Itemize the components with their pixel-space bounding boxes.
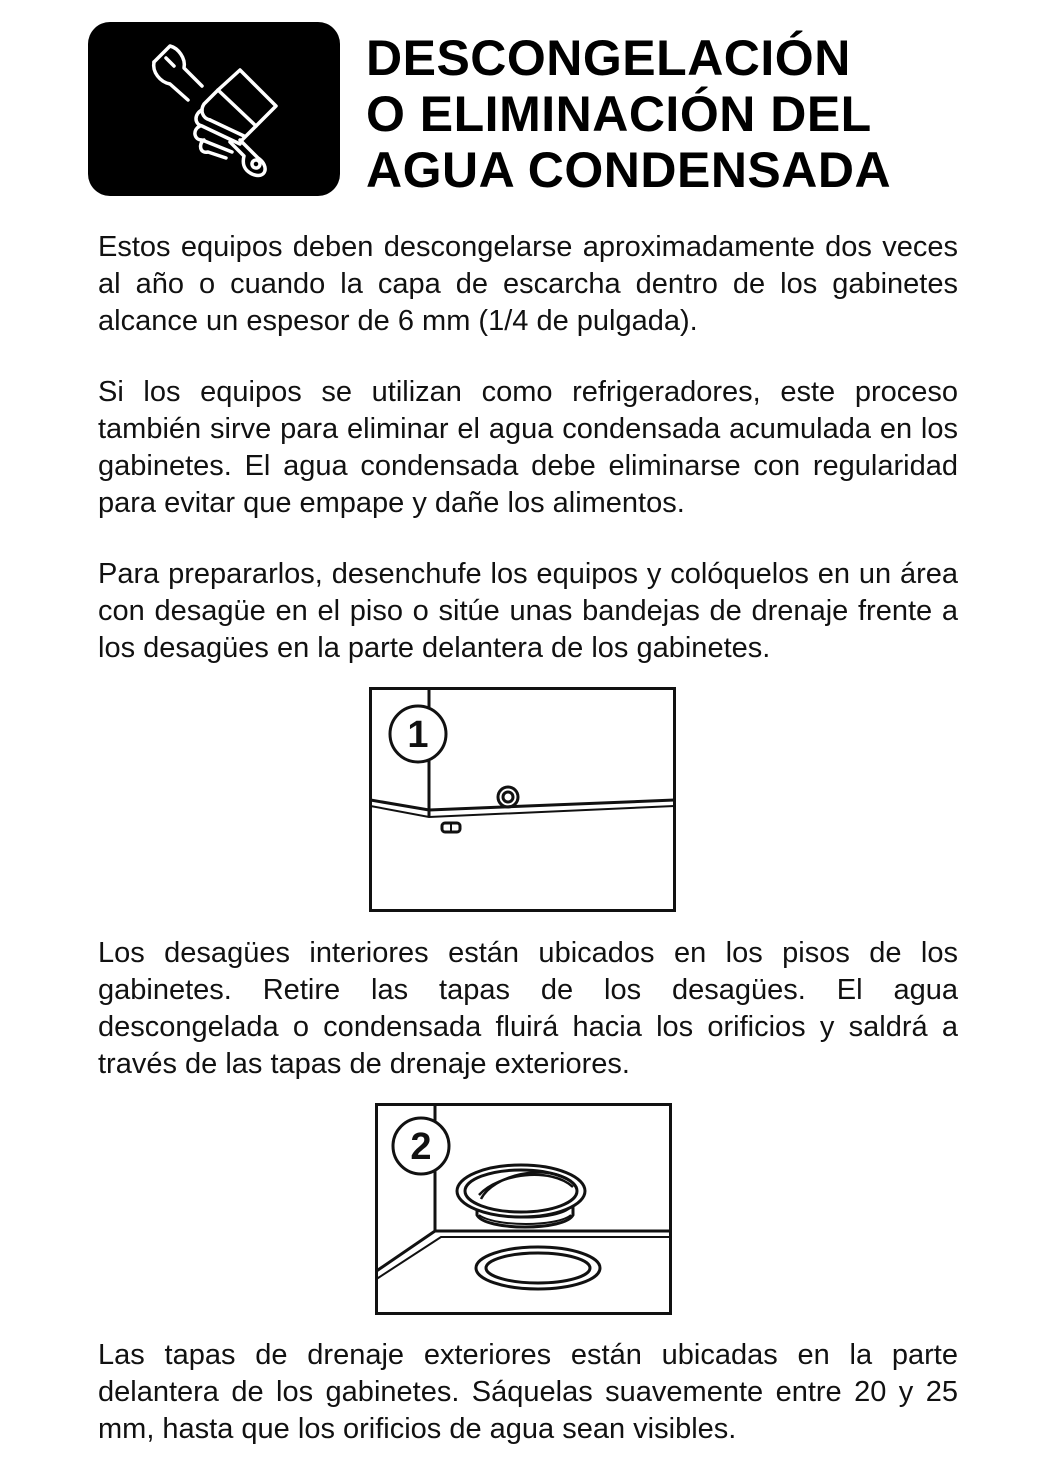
title-line-1: DESCONGELACIÓN	[366, 30, 851, 86]
step-1-label: 1	[407, 714, 429, 756]
step-1-badge	[390, 706, 446, 762]
page-title	[366, 30, 891, 198]
paragraph-preparation: Para prepararlos, desenchufe los equipos y colóquelos en un área con desagüe en el piso o sitúe unas bandejas de drenaje frente a los desagües en la parte delantera de los gabinetes.	[98, 558, 958, 664]
step-2-label: 2	[410, 1126, 432, 1168]
figure-2-drain-cap	[375, 1103, 672, 1315]
header-icon-box	[88, 22, 340, 196]
title-line-2: O ELIMINACIÓN DEL	[366, 86, 872, 142]
paragraph-exterior-drain-caps: Las tapas de drenaje exteriores están ubicadas en la parte delantera de los gabinetes. Sáquelas suavemente entre 20 y 25 mm, hasta que los orificios de agua sean visibles.	[98, 1339, 958, 1445]
paragraph-defrost-frequency: Estos equipos deben descongelarse aproximadamente dos veces al año o cuando la capa de escarcha dentro de los gabinetes alcance un espesor de 6 mm (1/4 de pulgada).	[98, 231, 958, 337]
wrench-hand-icon	[144, 40, 284, 180]
step-2-badge	[393, 1118, 449, 1174]
paragraph-interior-drains: Los desagües interiores están ubicados en los pisos de los gabinetes. Retire las tapas de los desagües. El agua descongelada o condensada fluirá hacia los orificios y saldrá a través de las tapas de drenaje exteriores.	[98, 937, 958, 1080]
title-line-3: AGUA CONDENSADA	[366, 142, 892, 198]
paragraph-condensed-water: Si los equipos se utilizan como refrigeradores, este proceso también sirve para eliminar el agua condensada acumulada en los gabinetes. El agua condensada debe eliminarse con regularidad para evitar que empape y dañe los alimentos.	[98, 376, 958, 519]
figure-1-cabinet-drain	[369, 687, 676, 912]
